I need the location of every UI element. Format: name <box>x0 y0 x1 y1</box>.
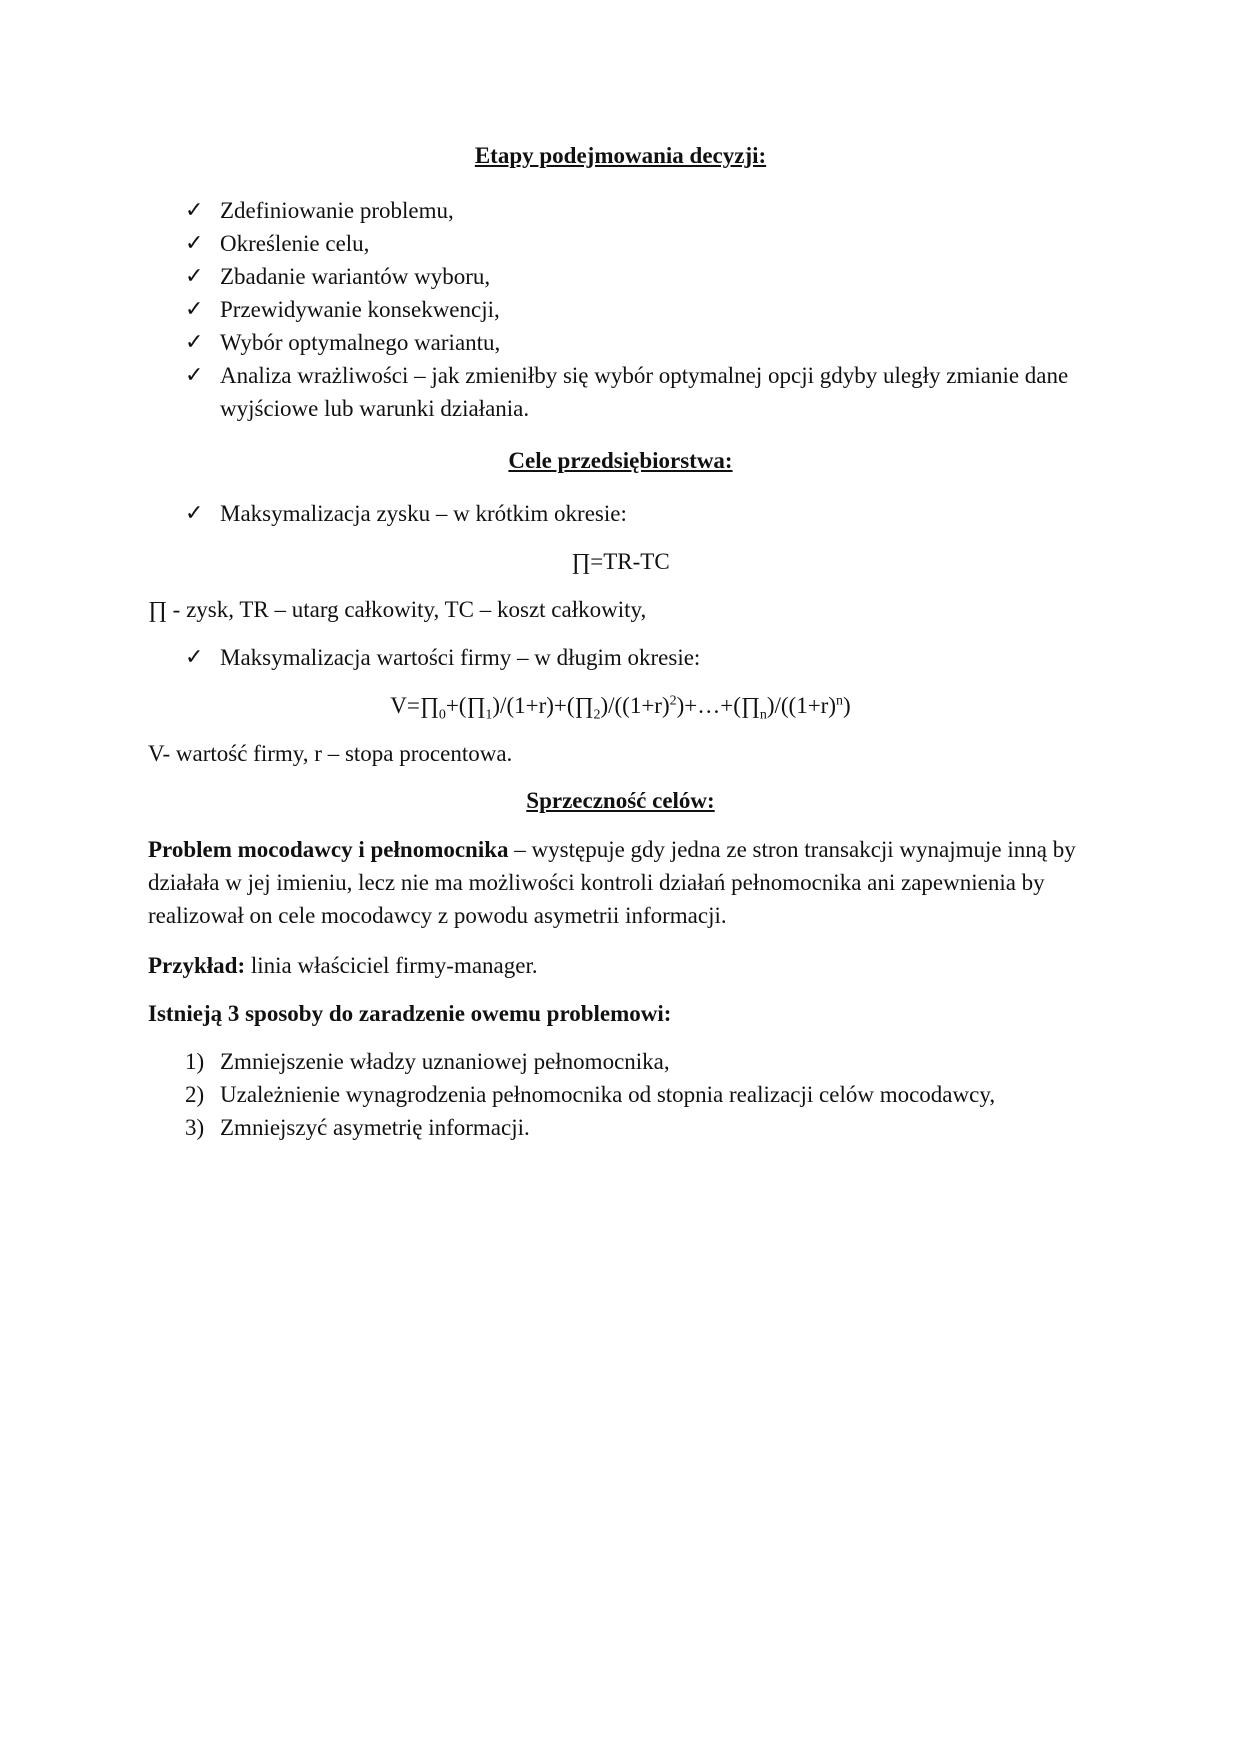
list-item: ✓ Maksymalizacja wartości firmy – w długim okresie: <box>148 641 1093 674</box>
list-item: 2) Uzależnienie wynagrodzenia pełnomocnika od stopnia realizacji celów mocodawcy, <box>185 1082 996 1107</box>
ways-list <box>148 1045 1093 1144</box>
checkmark-icon: ✓ <box>185 501 204 526</box>
decision-stages-list <box>148 194 1093 425</box>
checkmark-icon: ✓ <box>185 264 204 289</box>
checkmark-icon: ✓ <box>185 231 204 256</box>
value-formula: $V=\prod_0+(\prod_1)/(1+r)+(\prod_2)/((1+r)^2)+\dots+(\prod_n)/((1+r)^n)$ <box>390 693 851 723</box>
heading-decision-stages: Etapy podejmowania decyzji: <box>474 143 767 168</box>
list-item: ✓ Określenie celu, <box>148 227 1093 260</box>
list-item: ✓ Zdefiniowanie problemu, <box>148 194 1093 227</box>
checkmark-icon: ✓ <box>185 330 204 355</box>
value-list <box>148 641 1093 674</box>
heading-goal-conflict: Sprzeczność celów: <box>526 788 715 813</box>
list-item: ✓ Maksymalizacja zysku – w krótkim okresie: <box>148 497 1093 530</box>
profit-list <box>148 497 1093 530</box>
checkmark-icon: ✓ <box>185 198 204 223</box>
list-item: ✓ Analiza wrażliwości – jak zmieniłby się wybór optymalnej opcji gdyby uległy zmianie dane wyjściowe lub warunki działania. <box>148 359 1093 425</box>
checkmark-icon: ✓ <box>185 297 204 322</box>
list-item: ✓ Zbadanie wariantów wyboru, <box>148 260 1093 293</box>
list-item: ✓ Wybór optymalnego wariantu, <box>148 326 1093 359</box>
profit-legend: ∏ - zysk, TR – utarg całkowity, TC – koszt całkowity, <box>148 597 647 622</box>
profit-formula: ∏=TR-TC <box>571 549 670 574</box>
list-item: 1) Zmniejszenie władzy uznaniowej pełnomocnika, <box>185 1049 670 1074</box>
principal-agent-paragraph: Problem mocodawcy i pełnomocnika – występuje gdy jedna ze stron transakcji wynajmuje inną by działała w jej imieniu, lecz nie ma możliwości kontroli działań pełnomocnika ani zapewnienia by realizował on cele mocodawcy z powodu asymetrii informacji. <box>148 837 1076 928</box>
example-paragraph: Przykład: linia właściciel firmy-manager. <box>148 953 538 978</box>
document-page <box>148 140 1093 1144</box>
checkmark-icon: ✓ <box>185 645 204 670</box>
list-item: ✓ Przewidywanie konsekwencji, <box>148 293 1093 326</box>
value-legend: V- wartość firmy, r – stopa procentowa. <box>148 741 513 766</box>
list-item: 3) Zmniejszyć asymetrię informacji. <box>185 1115 530 1140</box>
checkmark-icon: ✓ <box>185 363 204 388</box>
heading-company-goals: Cele przedsiębiorstwa: <box>508 448 733 473</box>
ways-heading: Istnieją 3 sposoby do zaradzenie owemu problemowi: <box>148 1001 672 1026</box>
